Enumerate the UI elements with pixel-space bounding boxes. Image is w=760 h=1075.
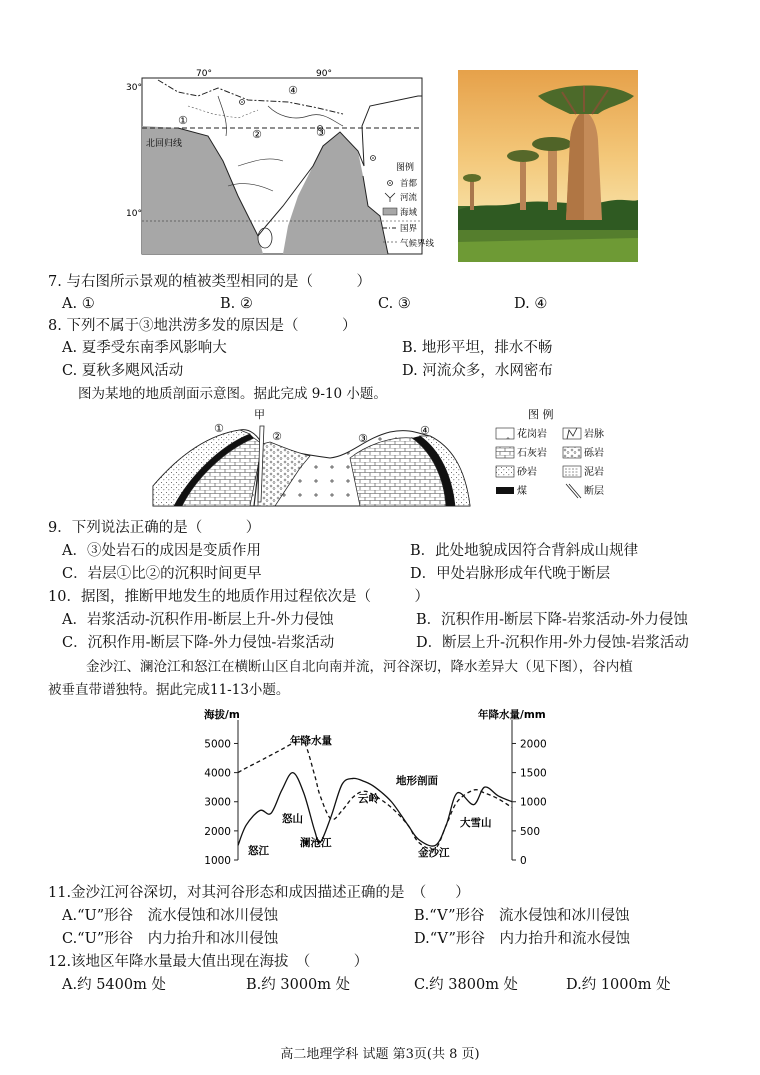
chart-annotation: 地形剖面 (396, 775, 438, 787)
q7-option-a[interactable]: A. ① (62, 296, 95, 312)
svg-text:②: ② (252, 128, 262, 141)
svg-text:泥岩: 泥岩 (584, 467, 604, 478)
vein-icon (563, 428, 581, 439)
svg-text:90°: 90° (316, 69, 332, 79)
y-right-tick-label: 500 (520, 825, 541, 838)
chart-annotation: 怒江 (248, 845, 269, 857)
svg-text:断层: 断层 (584, 486, 604, 497)
y-right-tick-label: 1000 (520, 796, 547, 809)
geologic-section (150, 406, 630, 512)
q7-option-d[interactable]: D. ④ (514, 296, 548, 312)
svg-text:图 例: 图 例 (528, 408, 554, 421)
svg-text:③: ③ (316, 126, 326, 139)
svg-text:②: ② (272, 430, 282, 443)
y-left-tick-label: 4000 (204, 767, 231, 780)
svg-text:①: ① (178, 114, 188, 127)
q12-option-d[interactable]: D.约 1000m 处 (566, 977, 671, 993)
intro-11-13-line1: 金沙江、澜沧江和怒江在横断山区自北向南并流，河谷深切，降水差异大（见下图），谷内植 (86, 659, 633, 675)
q9-option-c[interactable]: C．岩层①比②的沉积时间更早 (62, 566, 262, 582)
q7-option-c[interactable]: C. ③ (378, 296, 411, 312)
svg-text:④: ④ (288, 84, 298, 97)
sea-icon (383, 208, 397, 215)
svg-text:④: ④ (420, 424, 430, 437)
q10-option-c[interactable]: C．沉积作用-断层下降-外力侵蚀-岩浆活动 (62, 635, 335, 651)
chart-annotation: 澜沧江 (300, 837, 332, 849)
chart-annotation: 怒山 (282, 813, 303, 825)
q7-stem: 7. 与右图所示景观的植被类型相同的是（ ） (48, 274, 371, 290)
granite-icon (496, 428, 514, 439)
q10-option-b[interactable]: B．沉积作用-断层下降-岩浆活动-外力侵蚀 (416, 612, 688, 628)
q11-stem: 11.金沙江河谷深切，对其河谷形态和成因描述正确的是 （ ） (48, 885, 470, 901)
sandstone-icon (496, 466, 514, 477)
svg-text:花岗岩: 花岗岩 (517, 429, 547, 440)
svg-text:国界: 国界 (400, 224, 418, 234)
y-left-tick-label: 5000 (204, 738, 231, 751)
q7-option-b[interactable]: B. ② (220, 296, 253, 312)
chart-annotation: 大雪山 (460, 817, 492, 829)
chart-annotation: 云岭 (358, 793, 379, 805)
intro-9-10: 图为某地的地质剖面示意图。据此完成 9-10 小题。 (78, 386, 387, 402)
svg-text:砂岩: 砂岩 (517, 467, 537, 478)
svg-text:气候界线: 气候界线 (400, 239, 435, 249)
svg-text:70°: 70° (196, 69, 212, 79)
svg-text:海域: 海域 (400, 208, 418, 218)
q10-option-a[interactable]: A．岩浆活动-沉积作用-断层上升-外力侵蚀 (62, 612, 334, 628)
fault-icon (566, 484, 581, 498)
chart-annotation: 金沙江 (418, 847, 450, 859)
chart-annotation: 年降水量 (290, 735, 332, 747)
q9-option-b[interactable]: B．此处地貌成因符合背斜成山规律 (410, 543, 639, 559)
svg-text:图例: 图例 (396, 163, 415, 173)
svg-text:①: ① (214, 422, 224, 435)
svg-text:10°: 10° (126, 209, 142, 219)
q8-option-b[interactable]: B. 地形平坦，排水不畅 (402, 340, 553, 356)
q11-option-a[interactable]: A.“U”形谷 流水侵蚀和冰川侵蚀 (62, 908, 279, 924)
q12-option-b[interactable]: B.约 3000m 处 (246, 977, 351, 993)
terrain-precip-chart (190, 704, 570, 876)
q12-option-c[interactable]: C.约 3800m 处 (414, 977, 519, 993)
q11-option-d[interactable]: D.“V”形谷 内力抬升和流水侵蚀 (414, 931, 630, 947)
q9-option-d[interactable]: D．甲处岩脉形成年代晚于断层 (410, 566, 611, 582)
q8-stem: 8. 下列不属于③地洪涝多发的原因是（ ） (48, 318, 357, 334)
q9-stem: 9．下列说法正确的是（ ） (48, 520, 261, 536)
q12-option-a[interactable]: A.约 5400m 处 (62, 977, 166, 993)
terrain-profile-line (238, 773, 512, 846)
south-asia-map (118, 66, 448, 266)
svg-text:北回归线: 北回归线 (146, 139, 183, 149)
svg-text:③: ③ (358, 432, 368, 445)
baobab-photo (458, 70, 638, 262)
q12-stem: 12.该地区年降水量最大值出现在海拔 （ ） (48, 954, 369, 970)
limestone-icon (496, 447, 514, 458)
y-left-tick-label: 2000 (204, 825, 231, 838)
q8-option-a[interactable]: A. 夏季受东南季风影响大 (62, 340, 227, 356)
y-left-tick-label: 1000 (204, 855, 231, 867)
q11-option-c[interactable]: C.“U”形谷 内力抬升和冰川侵蚀 (62, 931, 279, 947)
q9-option-a[interactable]: A．③处岩石的成因是变质作用 (62, 543, 261, 559)
y-right-tick-label: 1500 (520, 767, 547, 780)
q8-option-d[interactable]: D. 河流众多，水网密布 (402, 363, 553, 379)
page-footer: 高二地理学科 试题 第3页(共 8 页) (280, 1047, 480, 1062)
y-right-tick-label: 0 (520, 855, 527, 867)
y-right-label: 年降水量/mm (478, 709, 546, 721)
intro-11-13-line2: 被垂直带谱独特。据此完成11-13小题。 (48, 682, 290, 698)
svg-text:砾岩: 砾岩 (584, 448, 604, 459)
y-right-tick-label: 2000 (520, 738, 547, 751)
q11-option-b[interactable]: B.“V”形谷 流水侵蚀和冰川侵蚀 (414, 908, 630, 924)
svg-text:煤: 煤 (517, 486, 527, 497)
svg-text:岩脉: 岩脉 (584, 429, 604, 440)
y-left-tick-label: 3000 (204, 796, 231, 809)
svg-text:甲: 甲 (254, 408, 265, 421)
svg-text:河流: 河流 (400, 193, 418, 203)
svg-text:30°: 30° (126, 83, 142, 93)
q10-option-d[interactable]: D．断层上升-沉积作用-外力侵蚀-岩浆活动 (416, 635, 689, 651)
mudstone-icon (563, 466, 581, 477)
svg-text:石灰岩: 石灰岩 (517, 448, 547, 459)
conglomerate-icon (563, 447, 581, 458)
q10-stem: 10．据图，推断甲地发生的地质作用过程依次是（ ） (48, 589, 429, 605)
svg-text:首都: 首都 (400, 179, 418, 189)
coal-icon (496, 487, 514, 494)
y-left-label: 海拔/m (204, 709, 240, 721)
q8-option-c[interactable]: C. 夏秋多飓风活动 (62, 363, 184, 379)
